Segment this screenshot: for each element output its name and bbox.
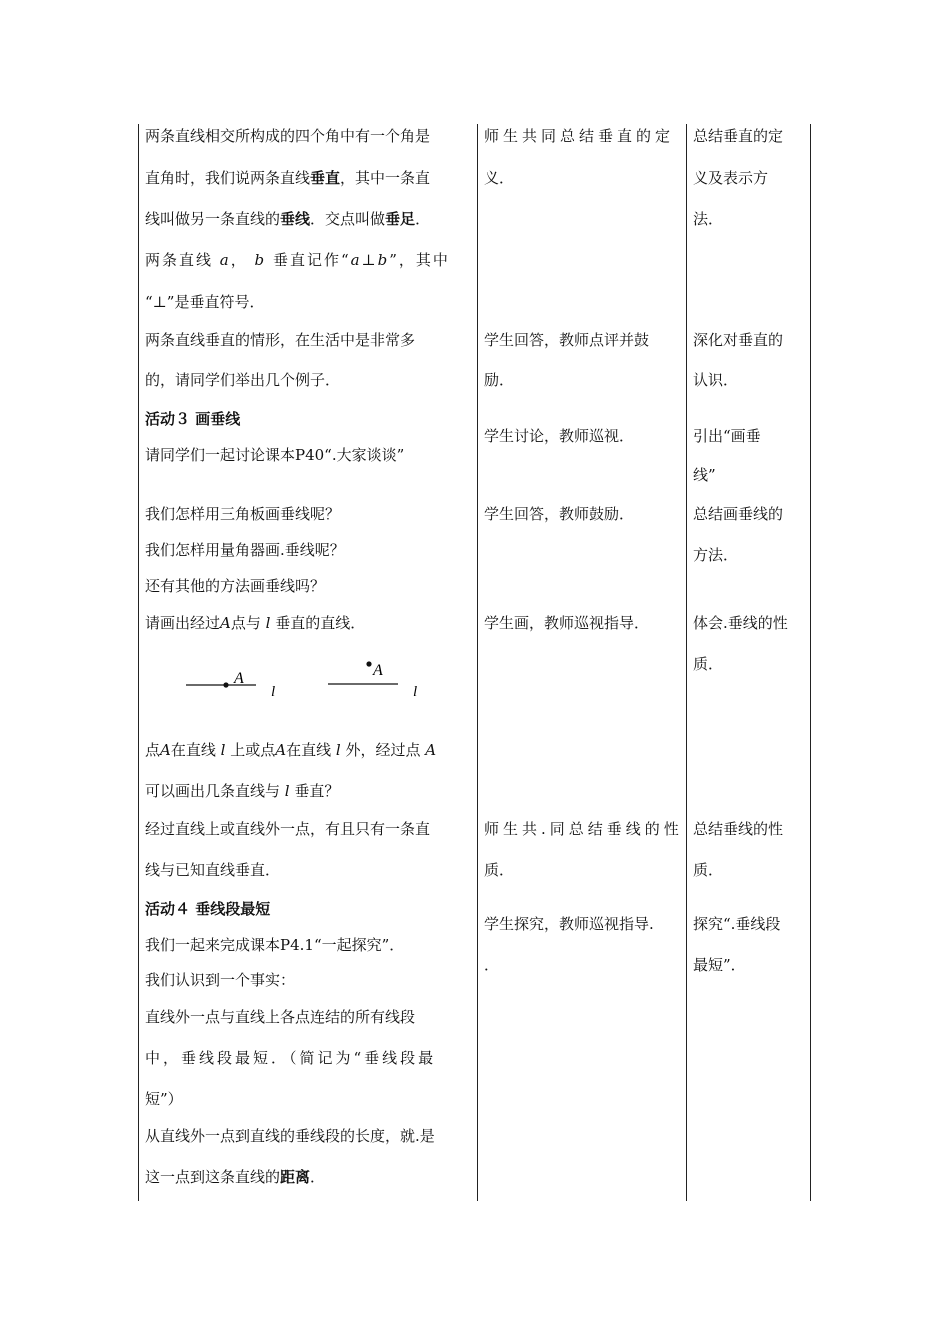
purpose-cell-text: 体会.垂线的性	[693, 614, 788, 632]
purpose-cell-text: 认识．	[693, 371, 739, 389]
text-line: 的，请同学们举出几个例子．	[145, 371, 341, 389]
question-line: 点A在直线 l 上或点A在直线 l 外，经过点 A	[145, 741, 437, 759]
text-line: 直线外一点与直线上各点连结的所有线段	[145, 1008, 416, 1026]
question-line: 我们怎样用三角板画垂线呢？	[145, 505, 341, 523]
perpendicular-figure	[170, 650, 450, 710]
question-line: 我们怎样用量角器画.垂线呢？	[145, 541, 345, 559]
text-line: 经过直线上或直线外一点，有且只有一条直	[145, 820, 431, 838]
table-border-left	[138, 124, 139, 1201]
text-line: 短”）	[145, 1090, 183, 1108]
activity-cell-text: 学生探究，教师巡视指导.	[484, 915, 654, 933]
text-line: 直角时，我们说两条直线垂直，其中一条直	[145, 169, 431, 187]
question-line: 可以画出几条直线与 l 垂直？	[145, 782, 340, 800]
activity-cell-text: 义．	[484, 169, 515, 187]
point-a-on-line	[223, 682, 228, 687]
purpose-cell-text: 深化对垂直的	[693, 331, 784, 349]
table-divider-1	[477, 124, 478, 1201]
text-line: 中，垂线段最短．（简记为“垂线段最	[145, 1049, 437, 1067]
purpose-cell-text: 方法．	[693, 546, 739, 564]
purpose-cell-text: 质．	[693, 655, 724, 673]
table-divider-2	[686, 124, 687, 1201]
activity-cell-text: 师生共同总结垂直的定	[484, 127, 675, 145]
purpose-cell-text: 总结画垂线的	[693, 505, 784, 523]
text-line: 从直线外一点到直线的垂线段的长度，就.是	[145, 1127, 435, 1145]
purpose-cell-text: 质．	[693, 861, 724, 879]
text-line: 这一点到这条直线的距离．	[145, 1168, 326, 1186]
purpose-cell-text: 探究“.垂线段	[693, 915, 781, 933]
purpose-cell-text: 法．	[693, 210, 724, 228]
question-line: 请画出经过A点与 l 垂直的直线．	[145, 614, 366, 632]
text-line: 两条直线 a， b 垂直记作“a⊥b”，其中	[145, 251, 450, 269]
text-line: 我们认识到一个事实：	[145, 971, 296, 989]
purpose-cell-text: 引出“画垂	[693, 427, 761, 445]
label-a-2: A	[373, 662, 383, 679]
purpose-cell-text: 线”	[693, 466, 716, 484]
activity-cell-text: 质．	[484, 861, 515, 879]
text-line: “⊥”是垂直符号．	[145, 293, 265, 311]
section-heading-activity-4: 活动４ 垂线段最短	[145, 900, 271, 918]
purpose-cell-text: 最短”．	[693, 956, 746, 974]
purpose-cell-text: 总结垂线的性	[693, 820, 784, 838]
activity-cell-text: 师生共.同总结垂线的性	[484, 820, 683, 838]
label-a-1: A	[234, 670, 244, 687]
text-line: 线与已知直线垂直．	[145, 861, 281, 879]
activity-cell-text: 励．	[484, 371, 515, 389]
activity-cell-text: 学生回答，教师点评并鼓	[484, 331, 650, 349]
question-line: 还有其他的方法画垂线吗？	[145, 577, 326, 595]
activity-cell-text: 学生回答，教师鼓励．	[484, 505, 635, 523]
text-line: 两条直线垂直的情形，在生活中是非常多	[145, 331, 416, 349]
text-line: 线叫做另一条直线的垂线．交点叫做垂足．	[145, 210, 431, 228]
text-line: 我们一起来完成课本P4.1“一起探究”．	[145, 936, 405, 954]
table-border-right	[810, 124, 811, 1201]
activity-cell-text: 学生画，教师巡视指导．	[484, 614, 650, 632]
text-line: 请同学们一起讨论课本P40“.大家谈谈”	[145, 446, 405, 464]
purpose-cell-text: 义及表示方	[693, 169, 769, 187]
label-l-1: l	[271, 684, 276, 700]
point-a-off-line	[366, 661, 371, 666]
activity-cell-text: ．	[484, 956, 500, 974]
label-l-2: l	[413, 684, 418, 700]
section-heading-activity-3: 活动３ 画垂线	[145, 410, 241, 428]
text-line: 两条直线相交所构成的四个角中有一个角是	[145, 127, 431, 145]
purpose-cell-text: 总结垂直的定	[693, 127, 784, 145]
activity-cell-text: 学生讨论，教师巡视．	[484, 427, 635, 445]
